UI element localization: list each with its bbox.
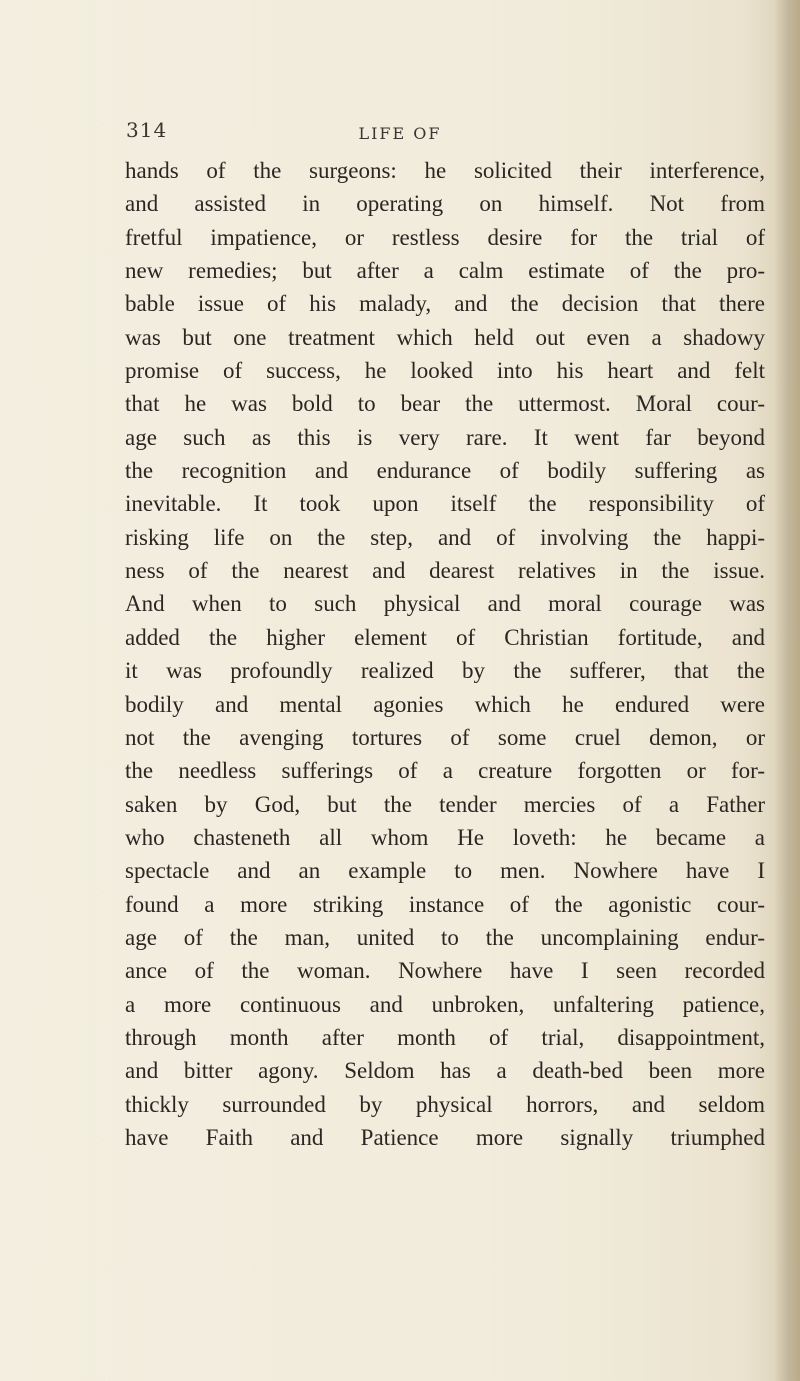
text-line: and assisted in operating on himself. Not from xyxy=(125,191,765,217)
text-line: and bitter agony. Seldom has a death-bed been more xyxy=(125,1058,765,1084)
text-line: the needless sufferings of a creature forgotten or for- xyxy=(125,758,765,784)
text-line: the recognition and endurance of bodily suffering as xyxy=(125,458,765,484)
text-line: ance of the woman. Nowhere have I seen recorded xyxy=(125,958,765,984)
text-line: was but one treatment which held out even a shadowy xyxy=(125,324,765,350)
text-line: fretful impatience, or restless desire for the trial of xyxy=(125,224,765,250)
text-line: promise of success, he looked into his heart and felt xyxy=(125,358,765,384)
text-line: a more continuous and unbroken, unfaltering patience, xyxy=(125,991,765,1017)
page-edge-shadow xyxy=(774,0,800,1381)
text-line: who chasteneth all whom He loveth: he became a xyxy=(125,824,765,850)
text-line: through month after month of trial, disappointment, xyxy=(125,1024,765,1050)
text-line: bodily and mental agonies which he endured were xyxy=(125,691,765,717)
text-line: have Faith and Patience more signally triumphed xyxy=(125,1124,765,1150)
text-line: spectacle and an example to men. Nowhere have I xyxy=(125,858,765,884)
text-line: inevitable. It took upon itself the responsibility of xyxy=(125,491,765,517)
text-line: bable issue of his malady, and the decision that there xyxy=(125,291,765,317)
text-line: added the higher element of Christian fortitude, and xyxy=(125,624,765,650)
text-line: ness of the nearest and dearest relatives in the issue. xyxy=(125,558,765,584)
running-title: LIFE OF xyxy=(358,124,442,143)
text-line: that he was bold to bear the uttermost. Moral cour- xyxy=(125,391,765,417)
text-line: thickly surrounded by physical horrors, and seldom xyxy=(125,1091,765,1117)
text-line: it was profoundly realized by the sufferer, that the xyxy=(125,658,765,684)
text-line: found a more striking instance of the agonistic cour- xyxy=(125,891,765,917)
text-line: And when to such physical and moral courage was xyxy=(125,591,765,617)
text-line: new remedies; but after a calm estimate of the pro- xyxy=(125,258,765,284)
text-line: age such as this is very rare. It went far beyond xyxy=(125,424,765,450)
text-line: age of the man, united to the uncomplaining endur- xyxy=(125,924,765,950)
text-line: saken by God, but the tender mercies of a Father xyxy=(125,791,765,817)
text-line: not the avenging tortures of some cruel demon, or xyxy=(125,724,765,750)
page-number: 314 xyxy=(126,118,168,142)
text-line: hands of the surgeons: he solicited their interference, xyxy=(125,158,765,183)
body-text xyxy=(125,154,765,1154)
text-line: risking life on the step, and of involving the happi- xyxy=(125,524,765,550)
